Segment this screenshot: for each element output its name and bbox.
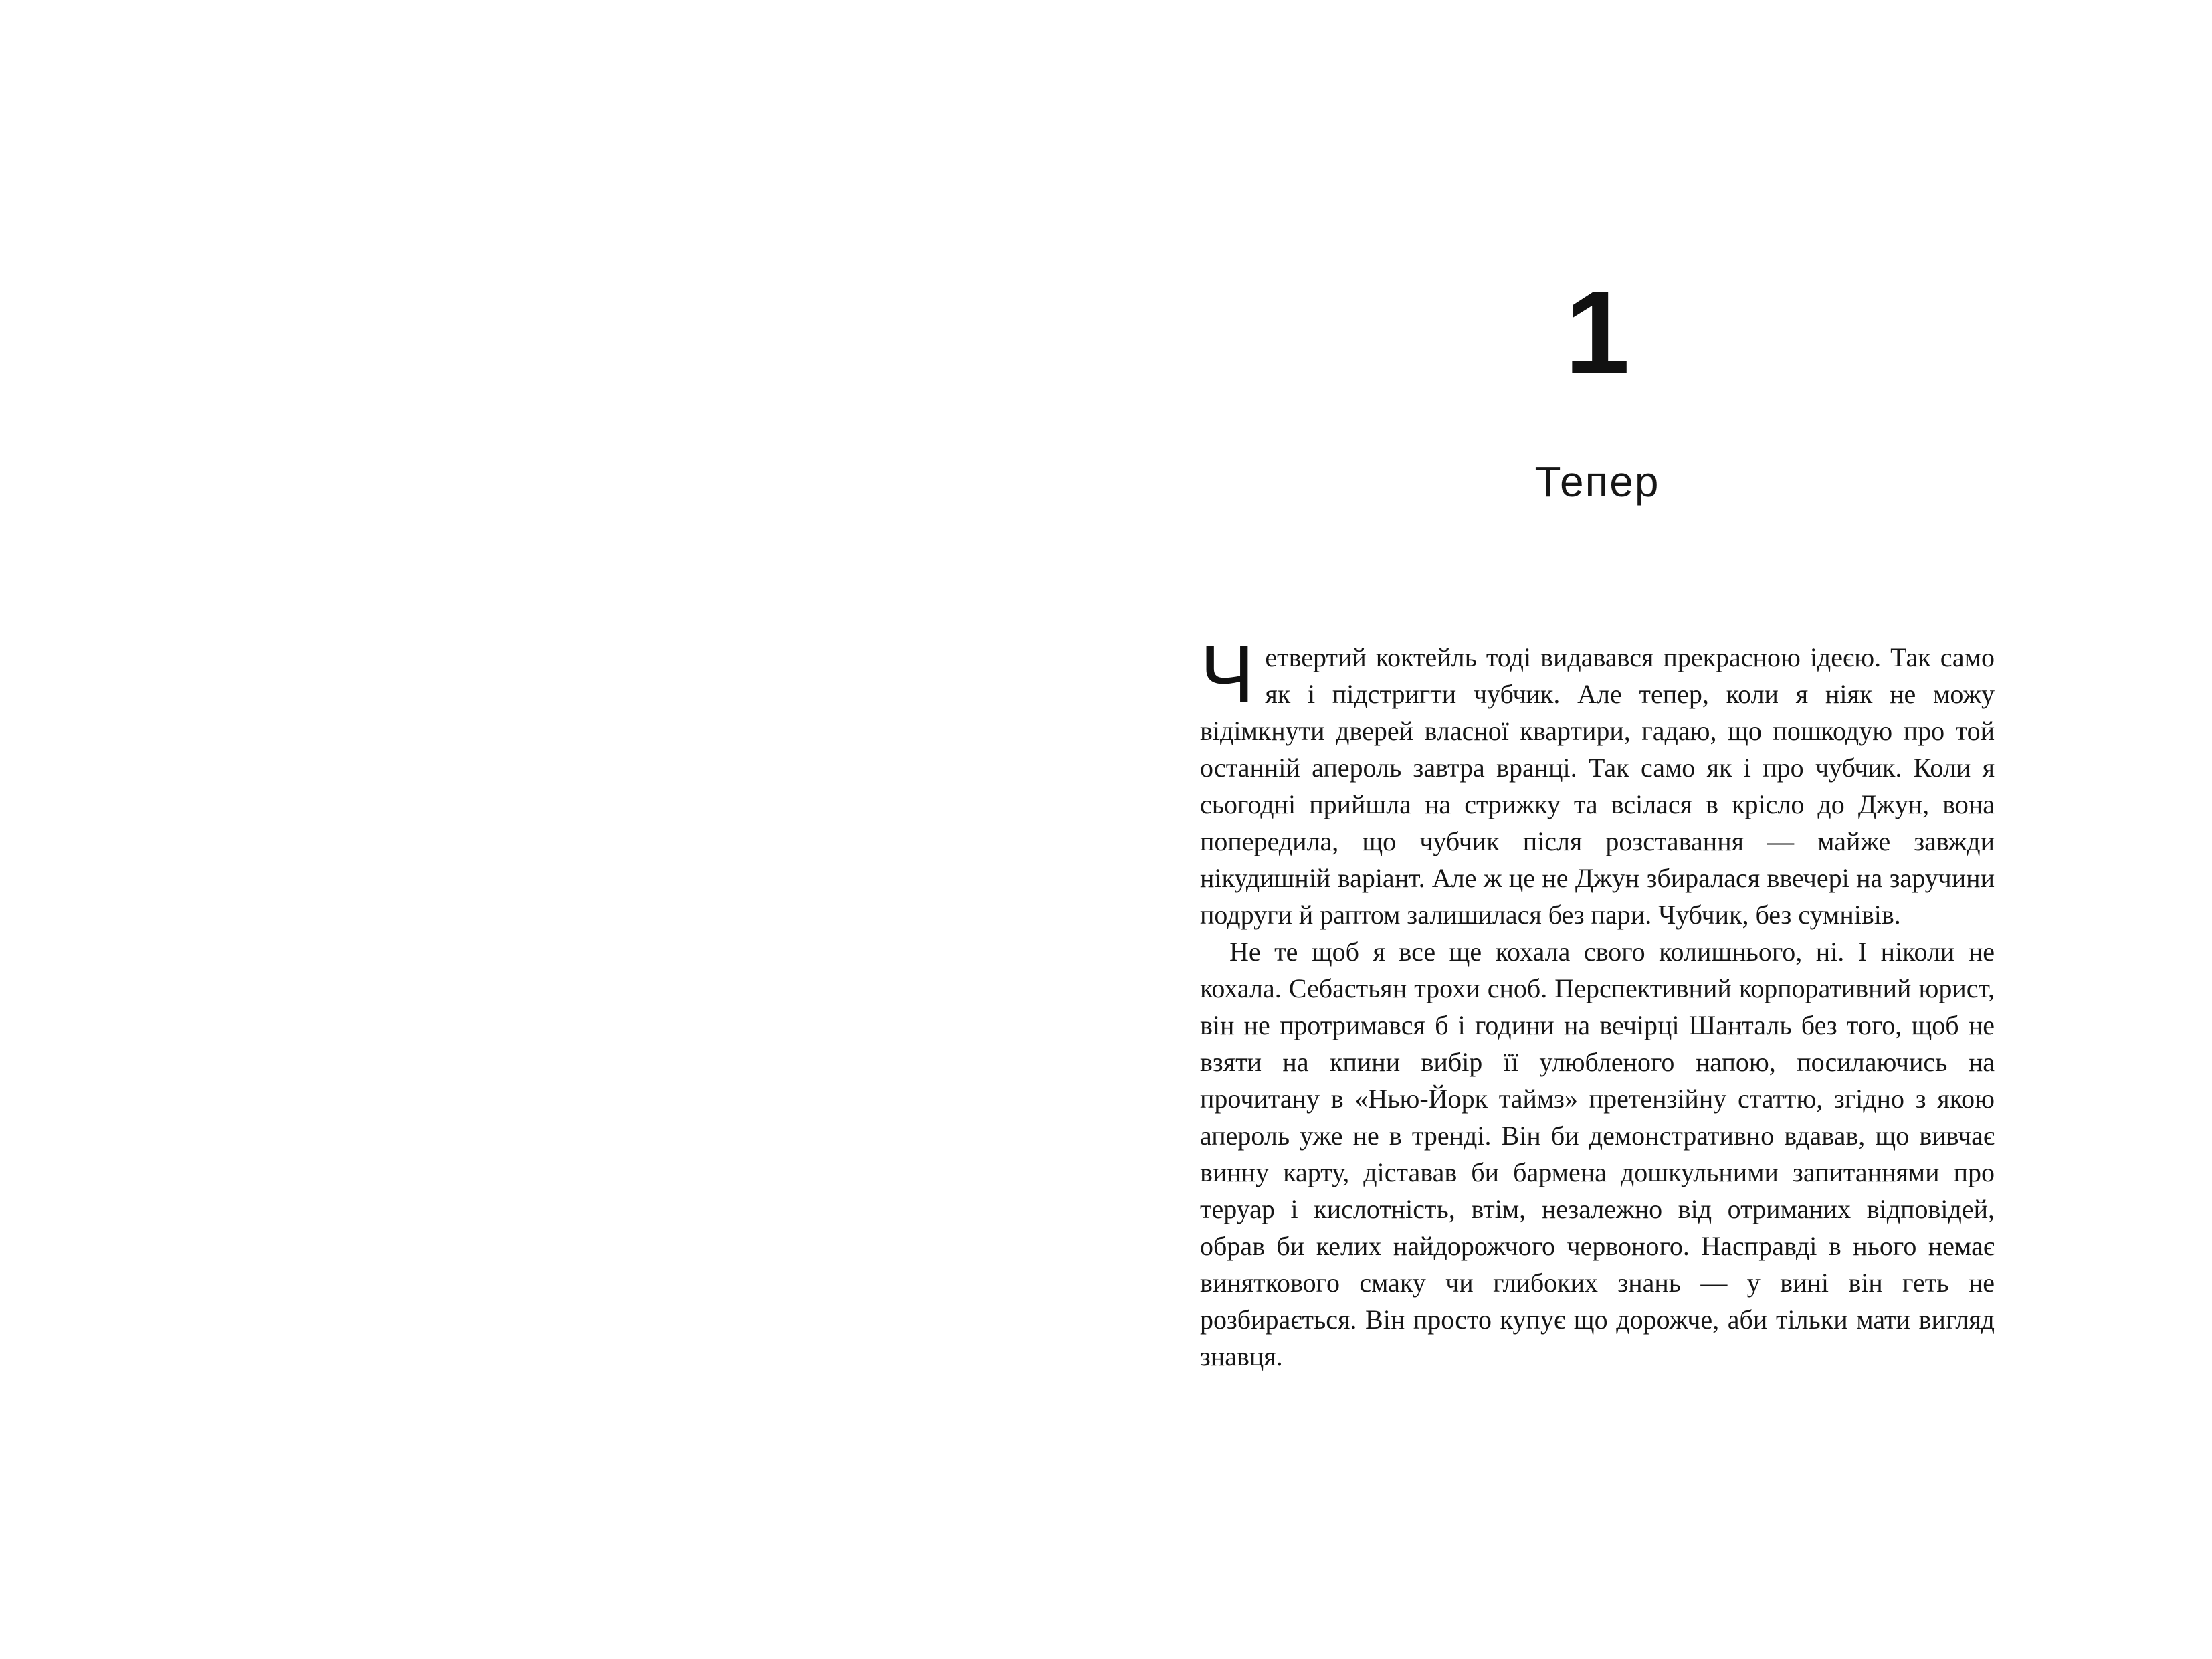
paragraph-1 — [1200, 628, 1995, 933]
chapter-number: 1 — [1565, 268, 1630, 398]
dropcap-letter: Ч — [1200, 628, 1255, 720]
page-content — [1200, 0, 1995, 1375]
chapter-title: Тепер — [1534, 458, 1660, 506]
paragraph-1-text: етвертий коктейль тоді видавався прекрасною ідеєю. Так само як і підстригти чубчик. Але тепер, коли я ніяк не можу відімкнути дверей власної квартири, гадаю, що пошкодую про той останній апероль завтра вранці. Так само як і про чубчик. Коли я сьогодні прийшла на стрижку та всілася в крісло до Джун, вона попередила, що чубчик після розставання — майже завжди нікудишній варіант. Але ж це не Джун збиралася ввечері на заручини подруги й раптом залишилася без пари. Чубчик, без сумнівів. — [1200, 642, 1995, 931]
paragraph-2: Не те щоб я все ще кохала свого колишнього, ні. І ніколи не кохала. Себастьян трохи сноб. Перспективний корпоративний юрист, він не протримався б і години на вечірці Шанталь без того, щоб не взяти на кпини вибір її улюбленого напою, посилаючись на прочитану в «Нью-Йорк таймз» претензійну статтю, згідно з якою апероль уже не в тренді. Він би демонстративно вдавав, що вивчає винну карту, діставав би бармена дошкульними запитаннями про теруар і кислотність, втім, незалежно від отриманих відповідей, обрав би келих найдорожчого червоного. Насправді в нього немає виняткового смаку чи глибоких знань — у вині він геть не розбирається. Він просто купує що дорожче, аби тільки мати вигляд знавця. — [1200, 937, 1995, 1372]
right-page — [1106, 0, 2212, 1659]
body-text — [1200, 628, 1995, 1375]
